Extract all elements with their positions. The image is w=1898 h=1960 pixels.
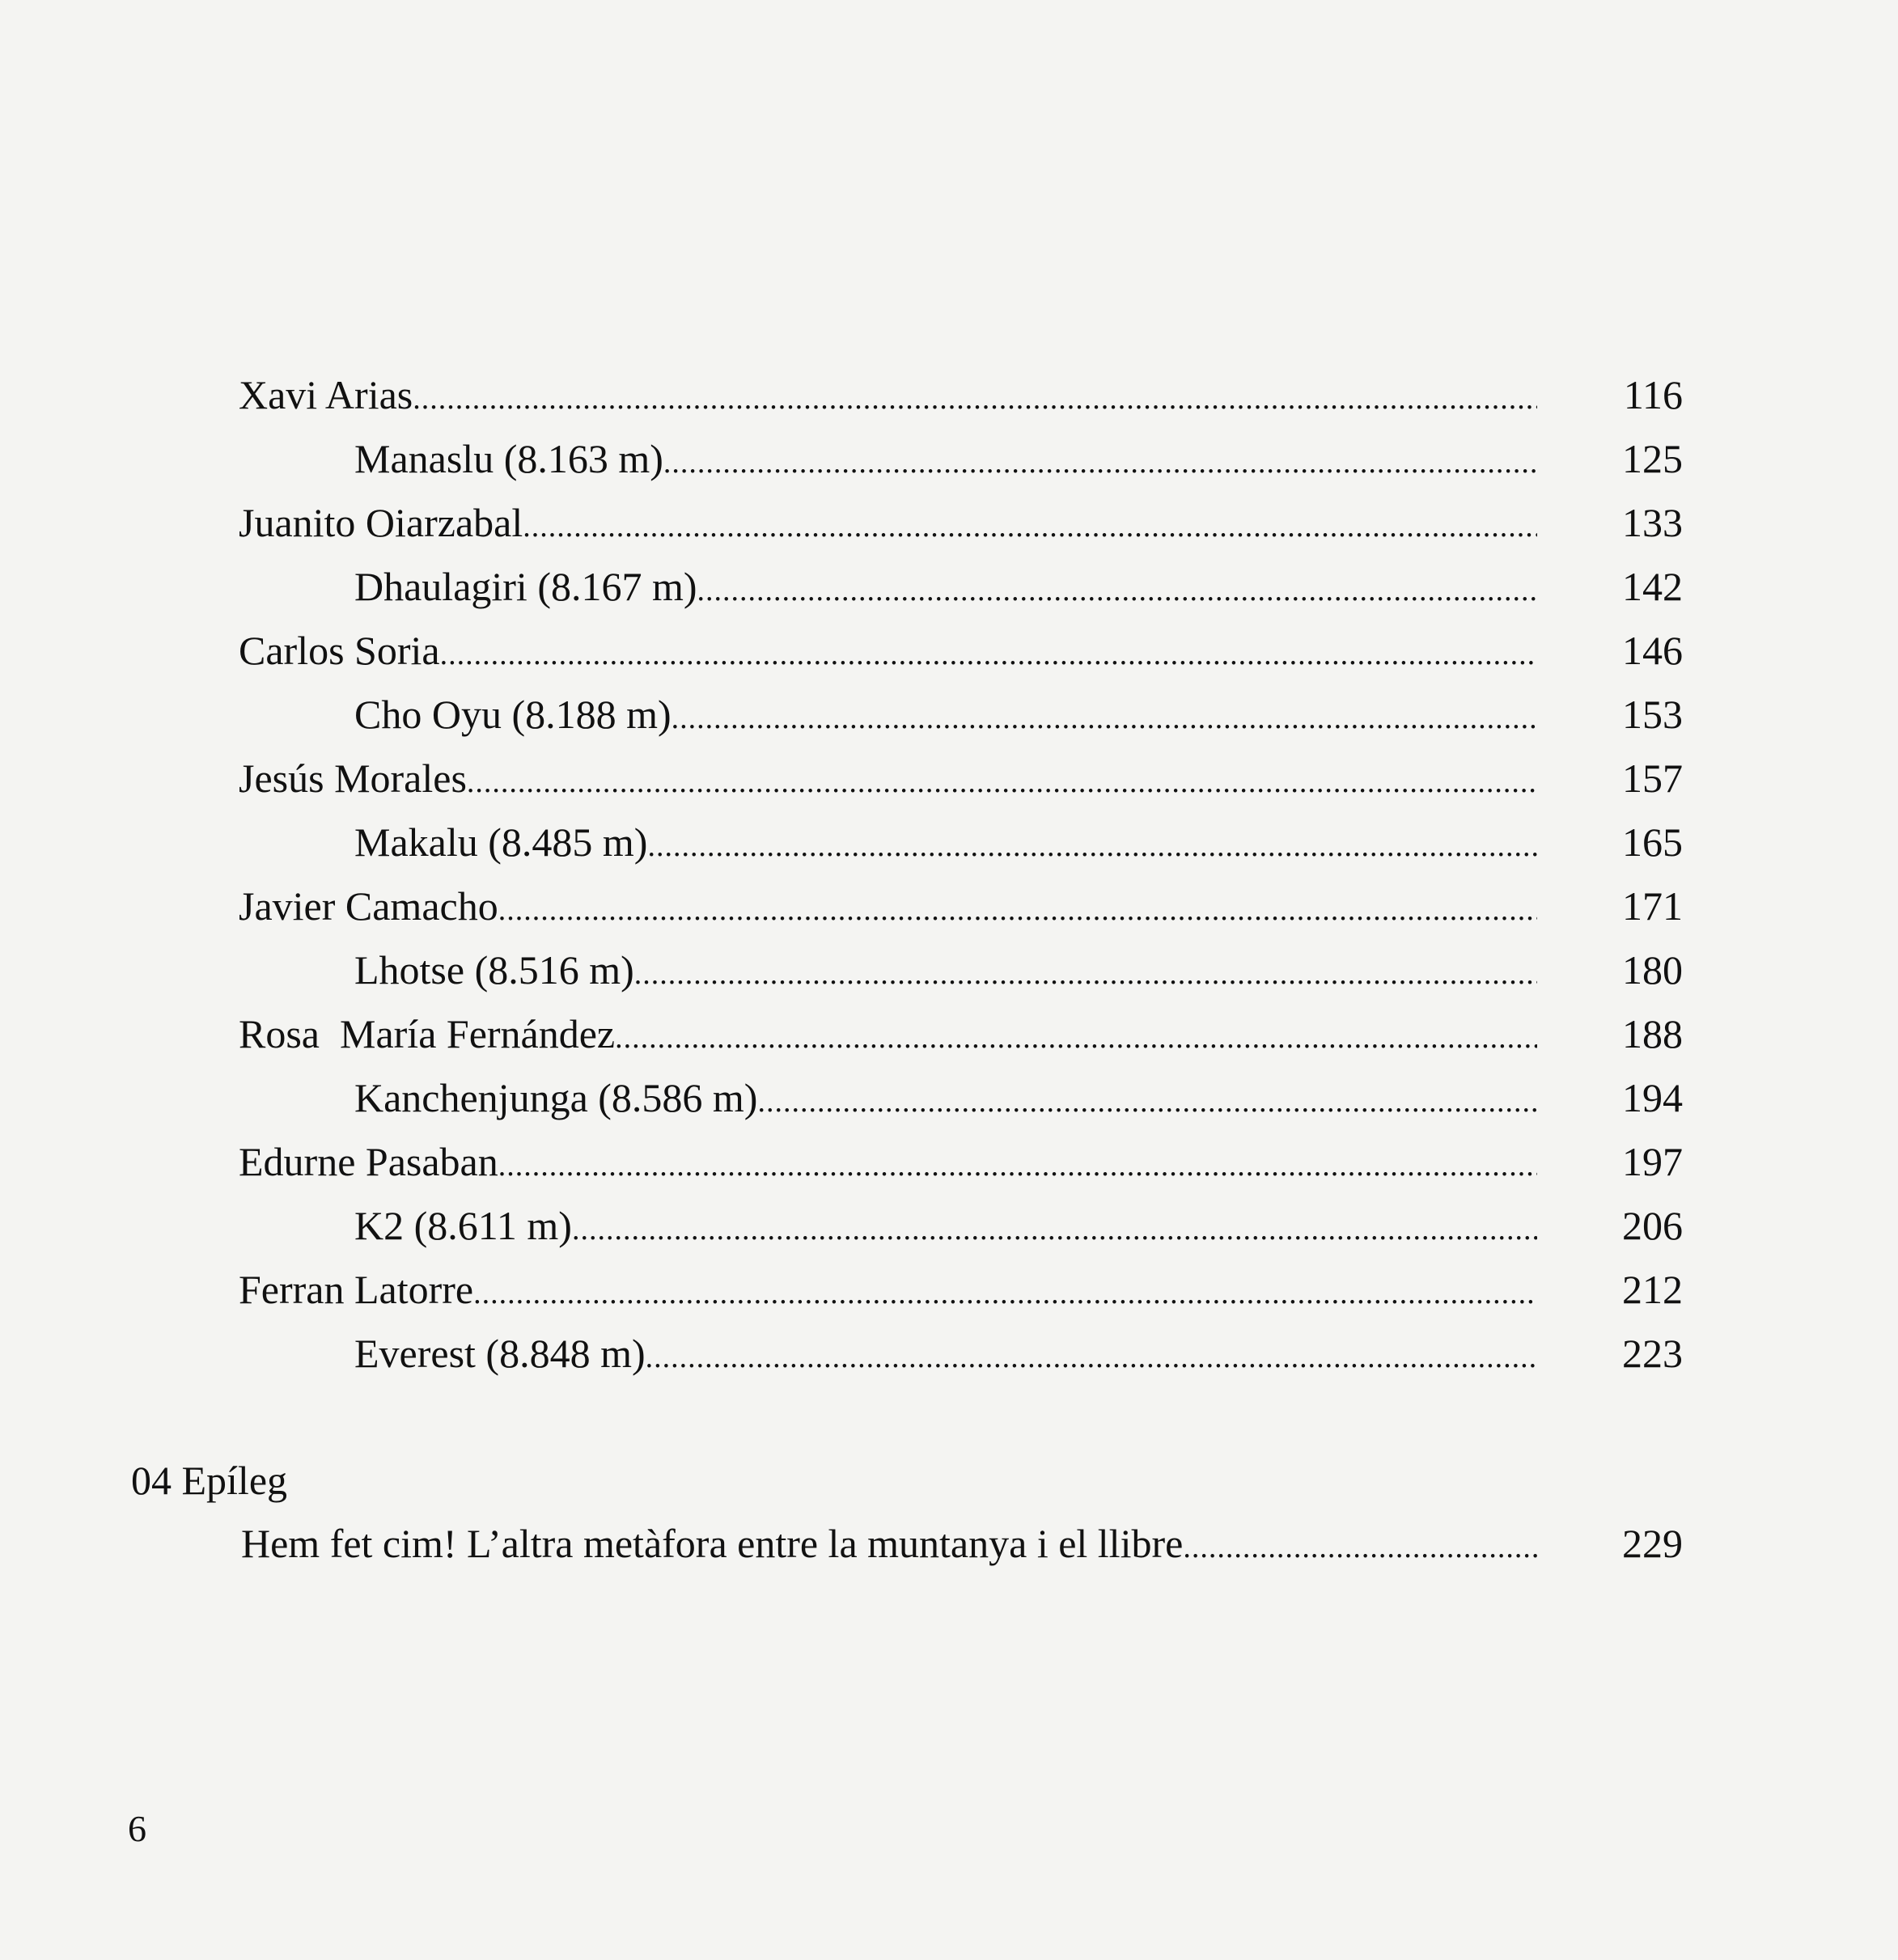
toc-entry-label: Rosa María Fernández [239, 1011, 616, 1056]
toc-entry [354, 554, 1683, 619]
toc-entry [239, 1257, 1683, 1322]
toc-entry-page: 142 [1622, 564, 1683, 609]
dot-leader [634, 942, 1537, 1002]
toc-entry [354, 1065, 1683, 1130]
dot-leader [523, 494, 1537, 555]
toc-entry-page: 206 [1622, 1203, 1683, 1248]
toc-entry [354, 938, 1683, 1002]
toc-entry-label: Makalu (8.485 m) [354, 819, 648, 865]
toc-entry-label: K2 (8.611 m) [354, 1203, 572, 1248]
dot-leader [646, 1325, 1537, 1386]
dot-leader [672, 686, 1537, 747]
toc-entry-page: 125 [1622, 436, 1683, 481]
dot-leader [647, 814, 1537, 874]
toc-entry-page: 146 [1622, 628, 1683, 673]
dot-leader [572, 1197, 1537, 1258]
toc-entry-label: Javier Camacho [239, 883, 498, 929]
toc-entry-page: 197 [1622, 1139, 1683, 1184]
toc-entry [354, 1321, 1683, 1386]
toc-entry [239, 1129, 1683, 1194]
dot-leader [697, 558, 1537, 619]
toc-entry [354, 810, 1683, 874]
toc-entry-label: Cho Oyu (8.188 m) [354, 692, 672, 737]
toc-entry [354, 682, 1683, 747]
toc-entry-page: 116 [1623, 372, 1683, 417]
dot-leader [757, 1069, 1537, 1130]
toc-entry-page: 180 [1622, 947, 1683, 993]
toc-entry-page: 229 [1622, 1521, 1683, 1566]
toc-entry-label: Juanito Oiarzabal [239, 500, 523, 545]
toc-entry [239, 1001, 1683, 1066]
dot-leader [413, 366, 1537, 427]
toc-entry-label: Carlos Soria [239, 628, 440, 673]
toc-entry-label: Everest (8.848 m) [354, 1331, 646, 1376]
toc-entry-label: Edurne Pasaban [239, 1139, 498, 1184]
dot-leader [663, 430, 1537, 491]
toc-entry-label: Kanchenjunga (8.586 m) [354, 1075, 758, 1120]
toc-entry-page: 223 [1622, 1331, 1683, 1376]
dot-leader [615, 1005, 1537, 1066]
toc-entry [354, 426, 1683, 491]
page-number: 6 [128, 1808, 146, 1849]
toc-entry-label: Lhotse (8.516 m) [354, 947, 634, 993]
section-heading-epilogue: 04 Epíleg [131, 1458, 288, 1503]
toc-entry-label: Ferran Latorre [239, 1267, 474, 1312]
toc-entry-label: Hem fet cim! L’altra metàfora entre la muntanya i el llibre [241, 1521, 1184, 1566]
toc-entry-page: 188 [1622, 1011, 1683, 1056]
dot-leader [473, 1261, 1537, 1322]
toc-entry [354, 1193, 1683, 1258]
toc-entry-label: Manaslu (8.163 m) [354, 436, 663, 481]
toc-entry-page: 212 [1622, 1267, 1683, 1312]
toc-entry-page: 171 [1622, 883, 1683, 929]
toc-entry [239, 618, 1683, 683]
toc-entry-page: 153 [1622, 692, 1683, 737]
toc-entry-label: Dhaulagiri (8.167 m) [354, 564, 697, 609]
toc-entry-label: Xavi Arias [239, 372, 413, 417]
toc-entry [239, 746, 1683, 811]
toc-entry-page: 157 [1622, 756, 1683, 801]
dot-leader [498, 1133, 1537, 1194]
toc-entry [239, 362, 1683, 427]
toc-entry [239, 874, 1683, 938]
toc-entry [239, 490, 1683, 555]
dot-leader [467, 750, 1537, 811]
toc-entry-page: 194 [1622, 1075, 1683, 1120]
toc-entry-epilogue [241, 1511, 1683, 1576]
toc-entry-page: 133 [1622, 500, 1683, 545]
toc-entry-label: Jesús Morales [239, 756, 467, 801]
dot-leader [1183, 1515, 1537, 1576]
dot-leader [440, 622, 1537, 683]
toc-entry-page: 165 [1622, 819, 1683, 865]
dot-leader [498, 878, 1537, 938]
